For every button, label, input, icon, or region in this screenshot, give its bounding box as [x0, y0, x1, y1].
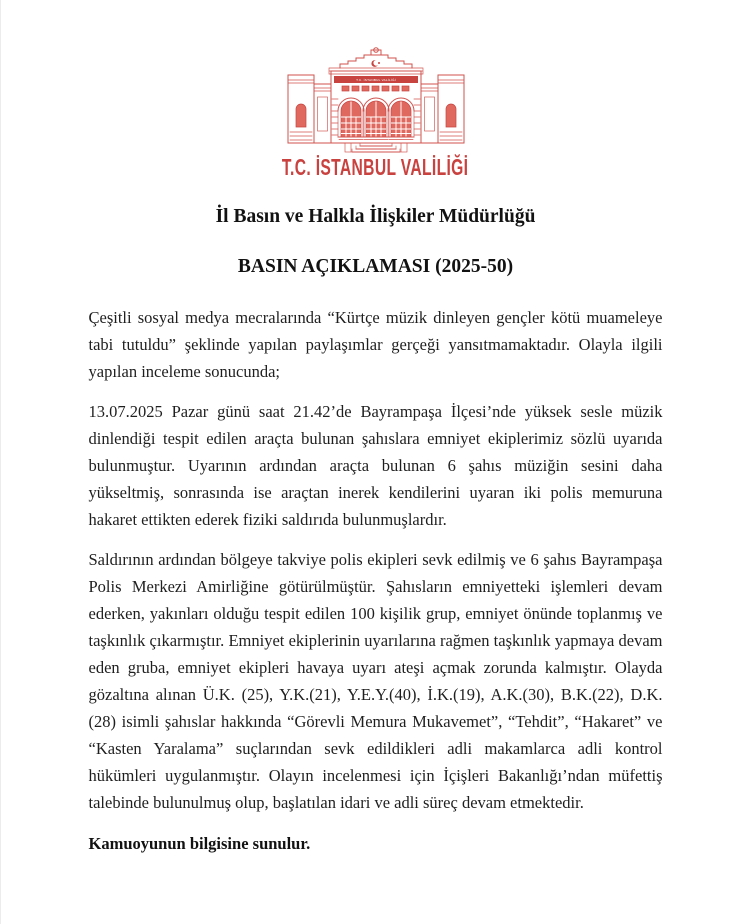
press-release-title: BASIN AÇIKLAMASI (2025-50)	[237, 256, 514, 277]
press-release-body	[89, 304, 663, 816]
logo-wordmark: T.C. İSTANBUL VALİLİĞİ	[282, 154, 469, 180]
paragraph-intro: Çeşitli sosyal medya mecralarında “Kürtçe müzik dinleyen gençler kötü muameleye tabi tutuldu” şeklinde yapılan paylaşımlar gerçeği yansıtmamaktadır. Olayla ilgili yapılan inceleme sonucunda;	[88, 308, 663, 381]
department-title: İl Basın ve Halkla İlişkiler Müdürlüğü	[215, 206, 536, 227]
logo-frieze-text: T.C. İSTANBUL VALİLİĞİ	[355, 78, 396, 82]
governorship-logo	[89, 46, 663, 181]
paragraph-response: Saldırının ardından bölgeye takviye polis ekipleri sevk edilmiş ve 6 şahıs Bayrampaşa Polis Merkezi Amirliğine götürülmüştür. Şahısların emniyetteki işlemleri devam ederken, yakınları olduğu tespit edilen 100 kişilik grup, emniyet önünde toplanmış ve taşkınlık çıkarmıştır. Emniyet ekiplerinin uyarılarına rağmen taşkınlık yapmaya devam eden gruba, emniyet ekipleri havaya uyarı ateşi açmak zorunda kalmıştır. Olayda gözaltına alınan Ü.K. (25), Y.K.(21), Y.E.Y.(40), İ.K.(19), A.K.(30), B.K.(22), D.K.(28) isimli şahıslar hakkında “Görevli Memura Mukavemet”, “Tehdit”, “Hakaret” ve “Kasten Yaralama” suçlarından sevk edildikleri adli makamlarca adli kontrol hükümleri uygulanmıştır. Olayın incelenmesi için İçişleri Bakanlığı’ndan müfettiş talebinde bulunulmuş olup, başlatılan idari ve adli süreç devam etmektedir.	[88, 550, 663, 812]
governorship-building-icon	[286, 46, 466, 153]
closing-statement: Kamuoyunun bilgisine sunulur.	[88, 834, 311, 853]
paragraph-incident: 13.07.2025 Pazar günü saat 21.42’de Bayrampaşa İlçesi’nde yüksek sesle müzik dinlendiği tespit edilen araçta bulunan şahıslara emniyet ekiplerimiz sözlü uyarıda bulunmuştur. Uyarının ardından araçta bulunan 6 şahıs müziğin sesini daha yükseltmiş, sonrasında ise araçtan inerek kendilerini uyaran iki polis memuruna hakaret ettikten ederek fiziki saldırıda bulunmuşlardır.	[88, 402, 663, 529]
